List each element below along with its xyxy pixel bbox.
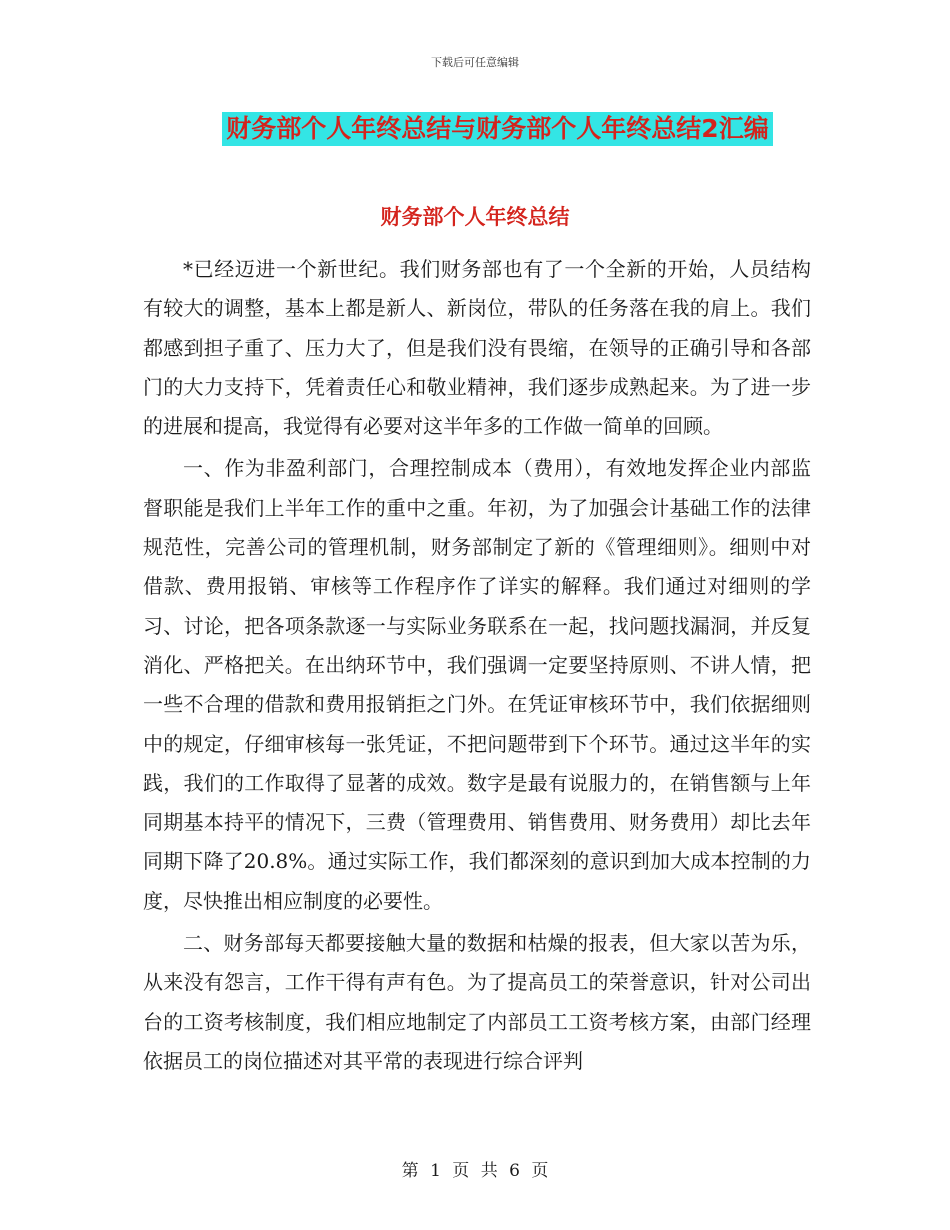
- paragraph-staff-work: 二、财务部每天都要接触大量的数据和枯燥的报表，但大家以苦为乐，从来没有怨言，工作干得有声有色。为了提高员工的荣誉意识，针对公司出台的工资考核制度，我们相应地制定了内部员工工资考核方案，由部门经理依据员工的岗位描述对其平常的表现进行综合评判: [143, 931, 811, 1073]
- section-title: 财务部个人年终总结: [380, 205, 570, 229]
- document-title-container: [0, 112, 950, 146]
- page-footer: 第 1 页 共 6 页: [401, 1161, 549, 1181]
- paragraph-intro: *已经迈进一个新世纪。我们财务部也有了一个全新的开始，人员结构有较大的调整，基本上都是新人、新岗位，带队的任务落在我的肩上。我们都感到担子重了、压力大了，但是我们没有畏缩，在领导的正确引导和各部门的大力支持下，凭着责任心和敬业精神，我们逐步成熟起来。为了进一步的进展和提高，我觉得有必要对这半年多的工作做一简单的回顾。: [143, 257, 811, 439]
- header-note: 下载后可任意编辑: [431, 56, 519, 69]
- document-body: [143, 250, 811, 1081]
- paragraph-cost-control: 一、作为非盈利部门，合理控制成本（费用），有效地发挥企业内部监督职能是我们上半年工作的重中之重。年初，为了加强会计基础工作的法律规范性，完善公司的管理机制，财务部制定了新的《管理细则》。细则中对借款、费用报销、审核等工作程序作了详实的解释。我们通过对细则的学习、讨论，把各项条款逐一与实际业务联系在一起，找问题找漏洞，并反复消化、严格把关。在出纳环节中，我们强调一定要坚持原则、不讲人情，把一些不合理的借款和费用报销拒之门外。在凭证审核环节中，我们依据细则中的规定，仔细审核每一张凭证，不把问题带到下个环节。通过这半年的实践，我们的工作取得了显著的成效。数字是最有说服力的，在销售额与上年同期基本持平的情况下，三费（管理费用、销售费用、财务费用）却比去年同期下降了20.8%。通过实际工作，我们都深刻的意识到加大成本控制的力度，尽快推出相应制度的必要性。: [143, 456, 811, 913]
- document-title: 财务部个人年终总结与财务部个人年终总结2汇编: [222, 112, 772, 146]
